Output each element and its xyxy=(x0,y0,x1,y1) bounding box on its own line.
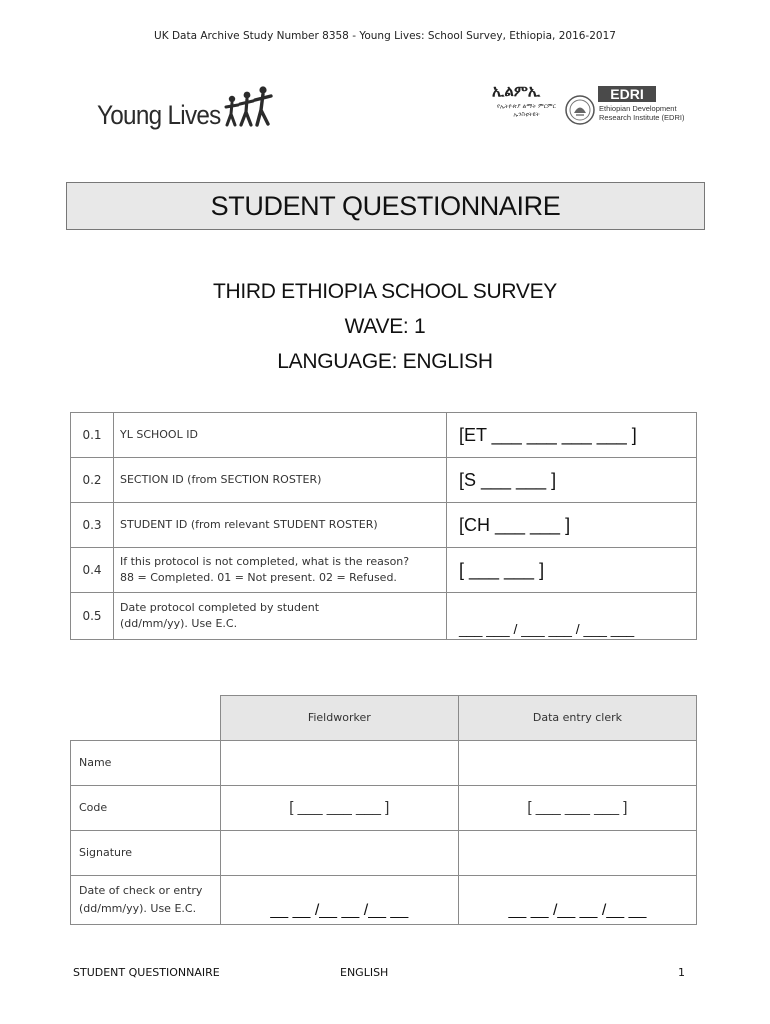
young-lives-figures-icon xyxy=(222,86,274,128)
student-id-label: STUDENT ID (from relevant STUDENT ROSTER) xyxy=(114,503,447,548)
signature-label: Signature xyxy=(71,830,221,875)
row-number: 0.4 xyxy=(71,548,114,593)
reason-field[interactable]: [ ___ ___ ] xyxy=(447,548,697,593)
edri-amharic-name: ኢልምኢ xyxy=(492,82,541,100)
date-completed-label-line1: Date protocol completed by student xyxy=(120,601,320,614)
date-completed-label-line2: (dd/mm/yy). Use E.C. xyxy=(120,617,238,630)
name-label: Name xyxy=(71,740,221,785)
survey-name: THIRD ETHIOPIA SCHOOL SURVEY xyxy=(212,280,557,303)
page-number: 1 xyxy=(678,966,685,979)
page-title: STUDENT QUESTIONNAIRE xyxy=(66,182,705,230)
table-row xyxy=(71,830,697,875)
reason-label xyxy=(114,548,447,593)
fieldworker-date-field[interactable]: __ __ /__ __ /__ __ xyxy=(220,875,458,924)
code-label: Code xyxy=(71,785,221,830)
row-number: 0.3 xyxy=(71,503,114,548)
row-number: 0.5 xyxy=(71,593,114,640)
fieldworker-header: Fieldworker xyxy=(220,696,458,741)
empty-header-cell xyxy=(71,696,221,741)
archive-header: UK Data Archive Study Number 8358 - Young Lives: School Survey, Ethiopia, 2016-2017 xyxy=(154,30,616,42)
date-check-label-line2: (dd/mm/yy). Use E.C. xyxy=(79,901,197,915)
section-id-field[interactable]: [S ___ ___ ] xyxy=(447,458,697,503)
fieldworker-name-field[interactable] xyxy=(220,740,458,785)
clerk-code-field[interactable]: [ ___ ___ ___ ] xyxy=(458,785,696,830)
date-completed-field[interactable]: ___ ___ / ___ ___ / ___ ___ xyxy=(447,593,697,640)
fieldworker-code-field[interactable]: [ ___ ___ ___ ] xyxy=(220,785,458,830)
table-header-row xyxy=(71,696,697,741)
table-row xyxy=(71,785,697,830)
identification-table xyxy=(70,412,697,640)
table-row xyxy=(71,740,697,785)
table-row xyxy=(71,458,697,503)
data-entry-clerk-header: Data entry clerk xyxy=(458,696,696,741)
footer-language: ENGLISH xyxy=(340,966,389,979)
footer-title: STUDENT QUESTIONNAIRE xyxy=(73,966,220,979)
school-id-label: YL SCHOOL ID xyxy=(114,413,447,458)
edri-name-line2: Research Institute (EDRI) xyxy=(599,113,685,122)
table-row xyxy=(71,593,697,640)
edri-name-line1: Ethiopian Development xyxy=(599,104,677,113)
edri-seal-icon xyxy=(564,94,596,126)
clerk-date-field[interactable]: __ __ /__ __ /__ __ xyxy=(458,875,696,924)
table-row xyxy=(71,503,697,548)
reason-label-line1: If this protocol is not completed, what is the reason? xyxy=(120,555,410,568)
date-check-label xyxy=(71,875,221,924)
date-check-label-line1: Date of check or entry xyxy=(79,883,203,897)
young-lives-logo-text: Young Lives xyxy=(97,100,221,130)
young-lives-logo xyxy=(97,84,274,132)
survey-wave: WAVE: 1 xyxy=(344,315,426,338)
student-id-field[interactable]: [CH ___ ___ ] xyxy=(447,503,697,548)
date-completed-label xyxy=(114,593,447,640)
table-row xyxy=(71,875,697,924)
section-id-label: SECTION ID (from SECTION ROSTER) xyxy=(114,458,447,503)
row-number: 0.1 xyxy=(71,413,114,458)
clerk-name-field[interactable] xyxy=(458,740,696,785)
edri-badge: EDRI xyxy=(598,86,656,102)
clerk-signature-field[interactable] xyxy=(458,830,696,875)
reason-label-line2: 88 = Completed. 01 = Not present. 02 = Refused. xyxy=(120,571,397,584)
fieldworker-signature-field[interactable] xyxy=(220,830,458,875)
fieldwork-table xyxy=(70,695,697,925)
edri-amharic-subtitle: የኢትዮጵያ ልማት ምርምር ኢንስቲትዩት xyxy=(497,103,556,118)
table-row xyxy=(71,548,697,593)
row-number: 0.2 xyxy=(71,458,114,503)
table-row xyxy=(71,413,697,458)
edri-logo xyxy=(484,82,689,132)
survey-language: LANGUAGE: ENGLISH xyxy=(277,350,493,373)
school-id-field[interactable]: [ET ___ ___ ___ ___ ] xyxy=(447,413,697,458)
edri-full-name xyxy=(599,104,684,122)
